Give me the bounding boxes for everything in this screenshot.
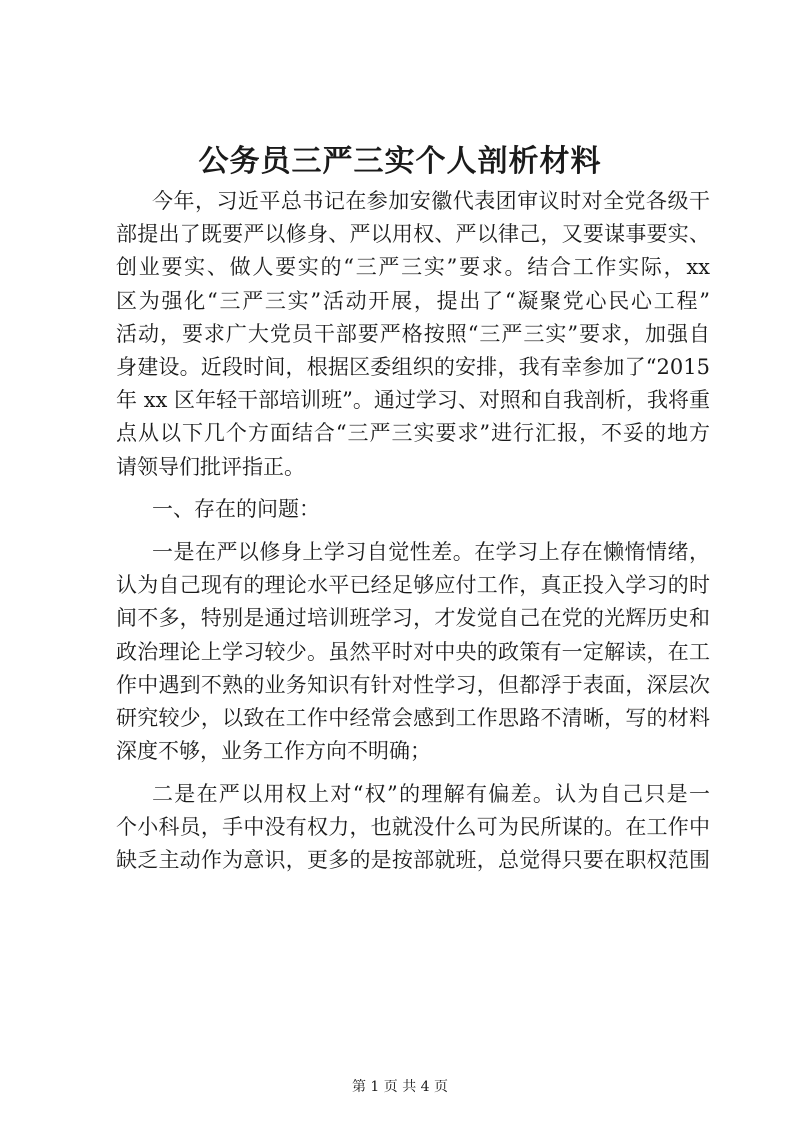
paragraph-line: 今年，习近平总书记在参加安徽代表团审议时对全党各级干 [152,189,710,213]
section-heading: 一、存在的问题： [152,497,320,522]
paragraph-line: 缺乏主动作为意识，更多的是按部就班，总觉得只要在职权范围 [116,848,710,873]
paragraph-line: 间不多，特别是通过培训班学习，才发觉自己在党的光辉历史和 [116,606,710,631]
paragraph-line: 点从以下几个方面结合“三严三实要求”进行汇报，不妥的地方 [116,421,710,446]
paragraph-line: 作中遇到不熟的业务知识有针对性学习，但都浮于表面，深层次 [116,672,710,697]
paragraph-line: 研究较少，以致在工作中经常会感到工作思路不清晰，写的材料 [116,706,710,730]
paragraph-line: 一是在严以修身上学习自觉性差。在学习上存在懒惰情绪， [152,540,710,565]
page-footer: 第 1 页 共 4 页 [351,1079,449,1095]
paragraph-line: 部提出了既要严以修身、严以用权、严以律己，又要谋事要实、 [116,222,710,247]
paragraph-line: 年 xx 区年轻干部培训班”。通过学习、对照和自我剖析，我将重 [116,388,710,413]
paragraph-line: 请领导们批评指正。 [116,454,305,479]
paragraph-line: 二是在严以用权上对“权”的理解有偏差。认为自己只是一 [152,781,710,806]
document-title: 公务员三严三实个人剖析材料 [198,144,602,179]
paragraph-line: 深度不够，业务工作方向不明确； [116,739,431,764]
paragraph-line: 活动，要求广大党员干部要严格按照“三严三实”要求，加强自 [116,321,710,346]
paragraph-line: 创业要实、做人要实的“三严三实”要求。结合工作实际，xx [116,255,710,280]
paragraph-line: 区为强化“三严三实”活动开展，提出了“凝聚党心民心工程” [116,288,710,313]
document-body [116,185,710,878]
paragraph-line: 个小科员，手中没有权力，也就没什么可为民所谋的。在工作中 [116,815,710,840]
paragraph-line: 政治理论上学习较少。虽然平时对中央的政策有一定解读，在工 [116,639,710,664]
paragraph-line: 身建设。近段时间，根据区委组织的安排，我有幸参加了“2015 [116,354,710,379]
paragraph-line: 认为自己现有的理论水平已经足够应付工作，真正投入学习的时 [116,573,710,598]
